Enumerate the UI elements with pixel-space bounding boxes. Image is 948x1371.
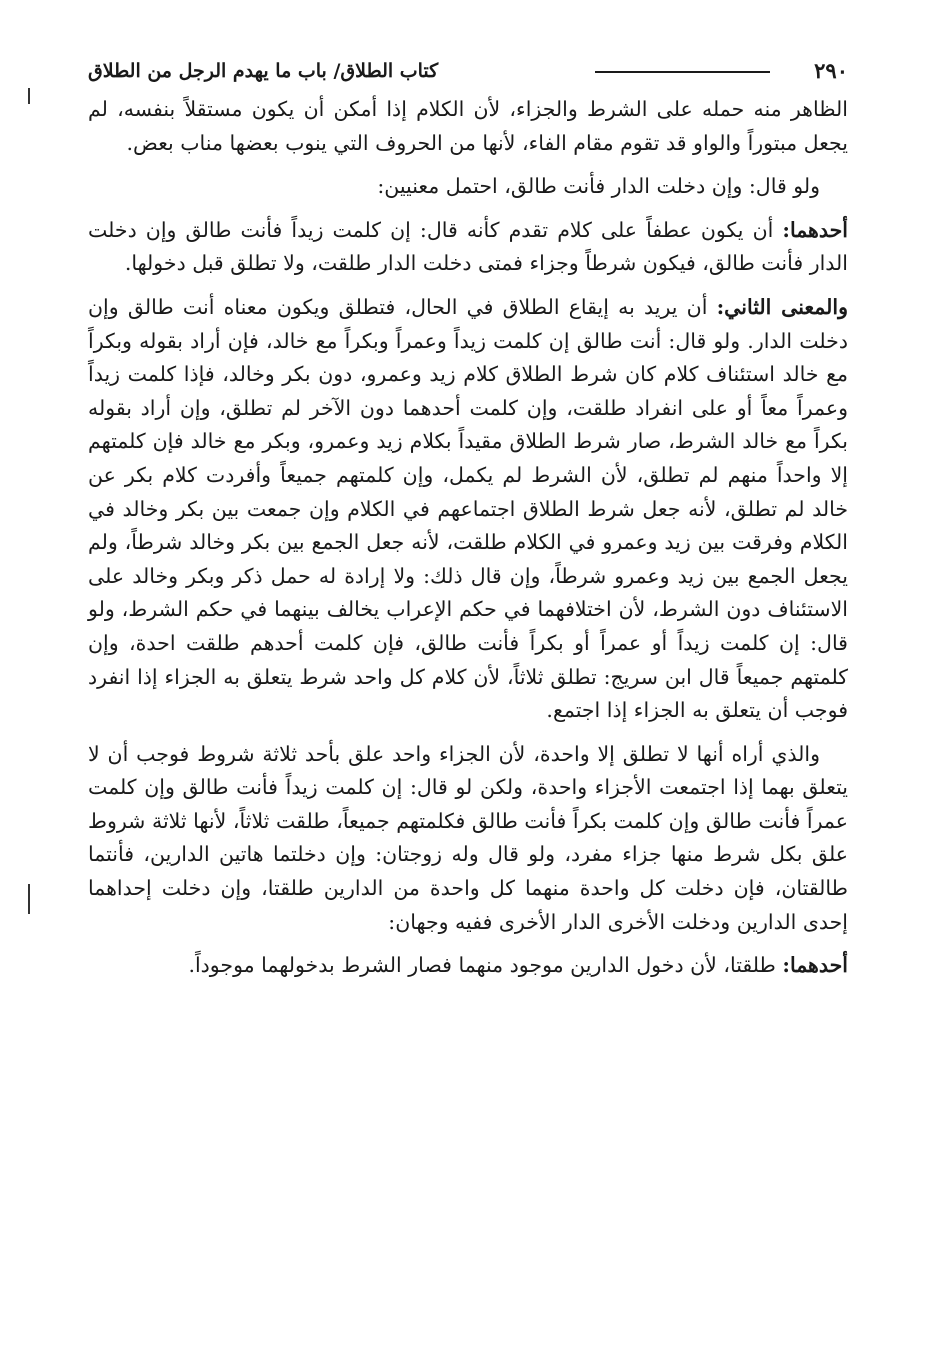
- paragraph-lead: أحدهما:: [782, 217, 848, 242]
- paragraph-text: أن يريد به إيقاع الطلاق في الحال، فتطلق ويكون معناه أنت طالق وإن دخلت الدار. ولو قال: أنت طالق إن كلمت زيداً وعمراً وبكراً مع خالد، فإن أراد بقوله وبكراً مع خالد استئناف كلام كان شرط الطلاق كلام زيد وعمرو، دون بكر وخالد، فإذا كلمت زيداً وعمراً معاً أو على انفراد طلقت، وإن كلمت أحدهما دون الآخر لم تطلق، وإن أراد بقوله بكراً مع خالد الشرط، صار شرط الطلاق مقيداً بكلام زيد وعمرو، وبكر مع خالد فإن كلمتهم إلا واحداً منهم لم تطلق، لأن الشرط لم يكمل، وإن كلمتهم جميعاً وأفردت كلام بكر عن خالد لم تطلق، لأنه جعل شرط الطلاق اجتماعهم في الكلام وإن جمعت بين بكر وخالد في الكلام وفرقت بين زيد وعمرو في الكلام طلقت، لأنه جعل الجمع بين بكر وخالد شرطاً، ولم يجعل الجمع بين زيد وعمرو شرطاً، وإن قال ذلك: ولا إرادة له حمل ذكر وبكر وخالد على الاستئناف دون الشرط، لأن اختلافهما في حكم الإعراب يخالف بينهما في حكم الشرط، ولو قال: إن كلمت زيداً أو عمراً أو بكراً فأنت طالق، فإن كلمت أحدهم طلقت احدة، وإن كلمتهم جميعاً قال ابن سريج: تطلق ثلاثاً، لأن كلام كل واحد شرط يتعلق به الجزاء إذا انفرد فوجب أن يتعلق به الجزاء إذا اجتمع.: [88, 294, 848, 723]
- header-rule: [595, 71, 770, 73]
- paragraph: [88, 738, 848, 940]
- margin-mark-top: [28, 88, 30, 104]
- page-header: [88, 58, 848, 88]
- paragraph: [88, 93, 848, 160]
- paragraph: [88, 170, 848, 204]
- paragraph-lead: والمعنى الثاني:: [716, 294, 848, 319]
- paragraph-text: والذي أراه أنها لا تطلق إلا واحدة، لأن الجزاء واحد علق بأحد ثلاثة شروط فوجب أن لا يتعلق بهما إذا اجتمعت الأجزاء واحدة، ولكن لو قال: إن كلمت زيداً فأنت طالق وإن كلمت عمراً فأنت طالق وإن كلمت بكراً فأنت طالق فكلمتهم جميعاً، طلقت ثلاثاً، لأنها ثلاثة شروط علق بكل شرط منها جزاء مفرد، ولو قال وله زوجتان: وإن دخلتما هاتين الدارين، فأنتما طالقتان، فإن دخلت كل واحدة منهما كل واحدة من الدارين طلقتا، وإن دخلت إحداهما إحدى الدارين ودخلت الأخرى الدار الأخرى ففيه وجهان:: [88, 741, 848, 934]
- body-text: [88, 93, 848, 993]
- paragraph: [88, 291, 848, 728]
- paragraph-text: أن يكون عطفاً على كلام تقدم كأنه قال: إن كلمت زيداً فأنت طالق وإن دخلت الدار فأنت طالق، فيكون شرطاً وجزاء فمتى دخلت الدار طلقت، ولا تطلق قبل دخولها.: [88, 217, 848, 276]
- running-title: كتاب الطلاق/ باب ما يهدم الرجل من الطلاق: [88, 60, 439, 82]
- margin-mark-bottom: [28, 884, 30, 914]
- paragraph: [88, 214, 848, 281]
- paragraph-text: ولو قال: وإن دخلت الدار فأنت طالق، احتمل معنيين:: [377, 174, 820, 199]
- paragraph: [88, 949, 848, 983]
- paragraph-lead: أحدهما:: [782, 953, 848, 978]
- paragraph-text: طلقتا، لأن دخول الدارين موجود منهما فصار الشرط بدخولهما موجوداً.: [188, 953, 783, 978]
- paragraph-text: الظاهر منه حمله على الشرط والجزاء، لأن الكلام إذا أمكن أن يكون مستقلاً بنفسه، لم يجعل مبتوراً والواو قد تقوم مقام الفاء، لأنها من الحروف التي ينوب بعضها مناب بعض.: [88, 97, 848, 155]
- page-number: ٢٩٠: [814, 58, 848, 83]
